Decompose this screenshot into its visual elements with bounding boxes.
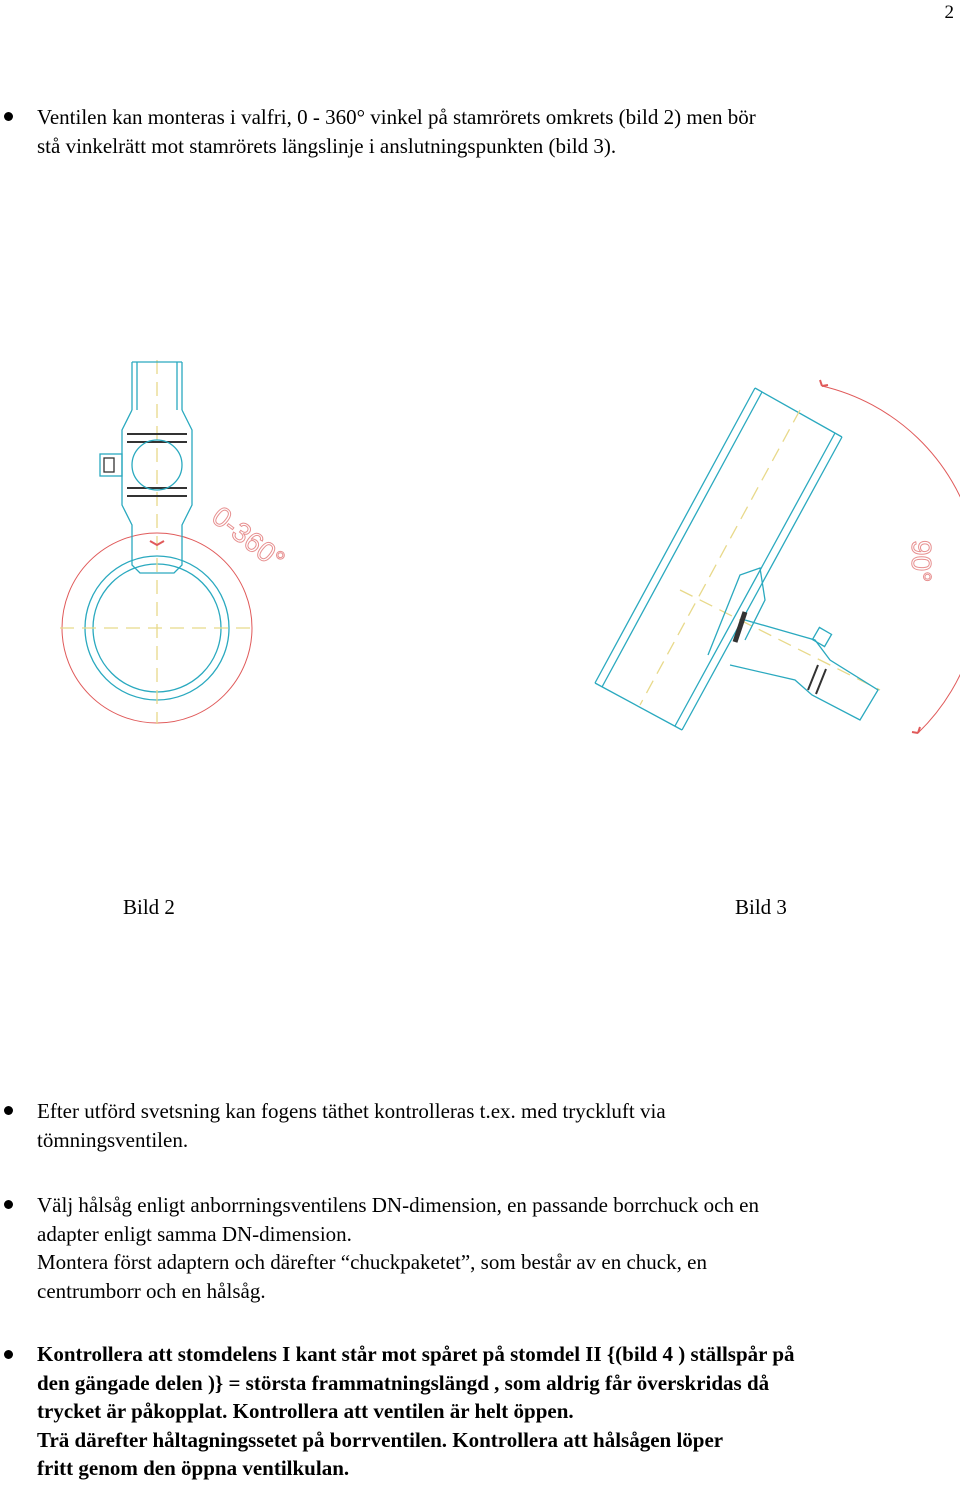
instruction-2 <box>37 1191 759 1305</box>
bild3-main-pipe <box>595 388 755 683</box>
bild2-handle <box>100 454 122 476</box>
instruction-line: Montera först adaptern och därefter “chuckpaketet”, som består av en chuck, en <box>37 1250 707 1274</box>
instruction-line: adapter enligt samma DN-dimension. <box>37 1221 352 1246</box>
bild3-angle-arc <box>822 386 960 733</box>
instruction-line: trycket är påkopplat. Kontrollera att ventilen är helt öppen. <box>37 1399 574 1423</box>
bild3-valve-body <box>730 620 878 720</box>
instruction-line: Kontrollera att stomdelens I kant står mot spåret på stomdel II {(bild 4 ) ställspår på <box>37 1342 795 1366</box>
instruction-line: Trä därefter håltagningssetet på borrventilen. Kontrollera att hålsågen löper <box>37 1427 724 1452</box>
bullet-instruction-2 <box>0 1200 14 1214</box>
bild2-drawing <box>60 360 291 724</box>
intro-line: Ventilen kan monteras i valfri, 0 - 360° vinkel på stamrörets omkrets (bild 2) men bör <box>37 105 756 129</box>
instruction-line: centrumborr och en hålsåg. <box>37 1278 266 1303</box>
bild3-drawing <box>595 380 960 733</box>
bild2-angle-label: 0-360° <box>206 500 291 576</box>
bullet-instruction-3 <box>0 1350 14 1364</box>
bild3-handle <box>812 627 831 646</box>
bild3-caption: Bild 3 <box>735 895 787 919</box>
instruction-line: fritt genom den öppna ventilkulan. <box>37 1456 350 1480</box>
instruction-line: tömningsventilen. <box>37 1127 189 1152</box>
instruction-3 <box>37 1340 795 1483</box>
instruction-line: den gängade delen )} = största frammatningslängd , som aldrig får överskridas då <box>37 1370 770 1395</box>
instruction-1 <box>37 1097 666 1154</box>
instruction-line: Efter utförd svetsning kan fogens täthet kontrolleras t.ex. med tryckluft via <box>37 1099 666 1123</box>
bild3-angle-label: 90° <box>906 540 937 583</box>
instruction-line: Välj hålsåg enligt anborrningsventilens DN-dimension, en passande borrchuck och en <box>37 1193 759 1217</box>
page-number: 2 <box>944 2 954 23</box>
bild2-caption: Bild 2 <box>123 895 175 919</box>
intro-line: stå vinkelrätt mot stamrörets längslinje i anslutningspunkten (bild 3). <box>37 133 617 158</box>
bullet-instruction-1 <box>0 1106 14 1120</box>
